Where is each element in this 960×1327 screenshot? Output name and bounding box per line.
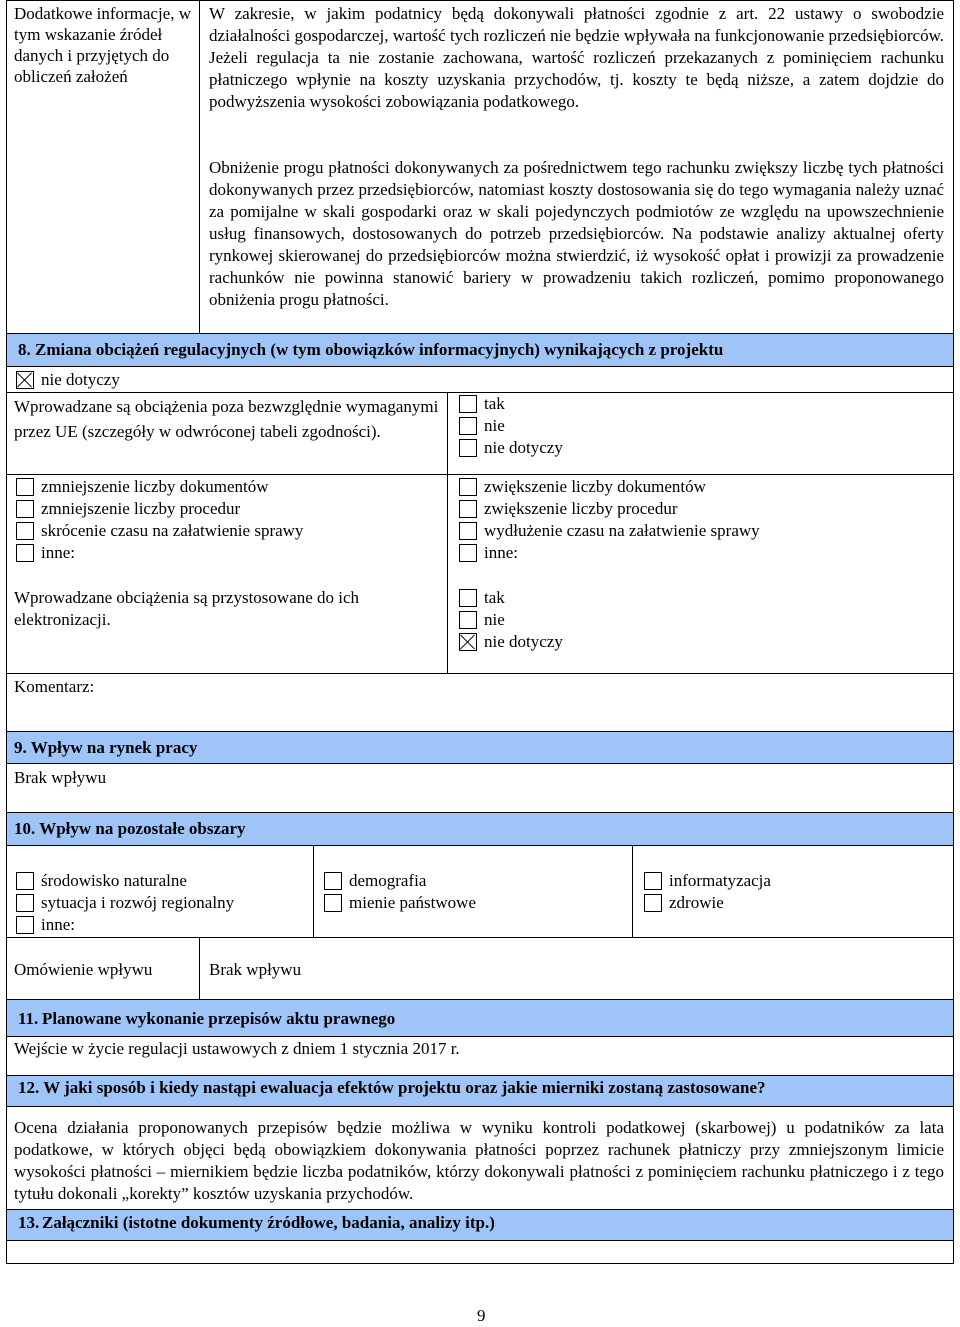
regional-checkbox[interactable] bbox=[16, 894, 34, 912]
q2-nie-dotyczy-checkbox[interactable] bbox=[459, 633, 477, 651]
section-11-title: Planowane wykonanie przepisów aktu prawnego bbox=[42, 1009, 396, 1028]
section-11-number: 11. bbox=[18, 1009, 39, 1028]
q1-text: Wprowadzane są obciążenia poza bezwzględnie wymaganymi przez UE (szczegóły w odwróconej tabeli zgodności). bbox=[14, 397, 439, 441]
right-opt-1-label: zwiększenie liczby dokumentów bbox=[484, 477, 706, 496]
section-10-impact-divider bbox=[199, 937, 200, 1000]
section-11-text: Wejście w życie regulacji ustawowych z dniem 1 stycznia 2017 r. bbox=[14, 1039, 460, 1058]
left-opt-3-label: skrócenie czasu na załatwienie sprawy bbox=[41, 521, 304, 540]
right-opt-3-label: wydłużenie czasu na załatwienie sprawy bbox=[484, 521, 760, 540]
demography-label: demografia bbox=[349, 871, 427, 890]
q2-text: Wprowadzane obciążenia są przystosowane do ich elektronizacji. bbox=[14, 588, 360, 629]
section-10-title: 10. Wpływ na pozostałe obszary bbox=[14, 819, 246, 838]
section-12-text: Ocena działania proponowanych przepisów będzie możliwa w wyniku kontroli podatkowej (skarbowej) u podatników za lata podatkowe, w których objęci będą obowiązkiem dokonywania płatności poprzez rachunek płatniczy przy zmniejszonym limicie wysokości płatności – miernikiem będzie liczba podatników, którzy dokonywali płatności z pominięciem rachunku płatniczego i z tego tytułu dokonali „korekty” kosztów uzyskania przychodów. bbox=[14, 1118, 944, 1203]
q2-tak-checkbox[interactable] bbox=[459, 589, 477, 607]
left-opt-1-label: zmniejszenie liczby dokumentów bbox=[41, 477, 269, 496]
q2-tak-label: tak bbox=[484, 588, 505, 607]
right-opt-3-checkbox[interactable] bbox=[459, 522, 477, 540]
right-opt-2-checkbox[interactable] bbox=[459, 500, 477, 518]
section-9-title: 9. Wpływ na rynek pracy bbox=[14, 738, 198, 757]
not-applicable-label: nie dotyczy bbox=[41, 370, 120, 389]
not-applicable-checkbox[interactable] bbox=[16, 371, 34, 389]
section-13-body bbox=[6, 1240, 954, 1264]
state-property-checkbox[interactable] bbox=[324, 894, 342, 912]
env-checkbox[interactable] bbox=[16, 872, 34, 890]
q1-tak-label: tak bbox=[484, 394, 505, 413]
right-opt-2-label: zwiększenie liczby procedur bbox=[484, 499, 678, 518]
q2-nie-checkbox[interactable] bbox=[459, 611, 477, 629]
informatization-checkbox[interactable] bbox=[644, 872, 662, 890]
q1-nie-checkbox[interactable] bbox=[459, 417, 477, 435]
env-label: środowisko naturalne bbox=[41, 871, 187, 890]
left-opt-2-label: zmniejszenie liczby procedur bbox=[41, 499, 241, 518]
q2-nie-dotyczy-label: nie dotyczy bbox=[484, 632, 563, 651]
q2-nie-label: nie bbox=[484, 610, 505, 629]
section-9-body bbox=[6, 763, 954, 813]
section-13-title: Załączniki (istotne dokumenty źródłowe, badania, analizy itp.) bbox=[42, 1213, 495, 1232]
left-opt-1-checkbox[interactable] bbox=[16, 478, 34, 496]
left-opt-3-checkbox[interactable] bbox=[16, 522, 34, 540]
section-8-row-line-1 bbox=[6, 474, 954, 475]
section-8-row-line-2 bbox=[6, 673, 954, 674]
right-opt-4-label: inne: bbox=[484, 543, 518, 562]
info-paragraph-1: W zakresie, w jakim podatnicy będą dokonywali płatności zgodnie z art. 22 ustawy o swobodzie działalności gospodarczej, wartość tych rozliczeń nie będzie wpływała na funkcjonowanie przedsiębiorców. Jeżeli regulacja ta nie zostanie zachowana, wartość rozliczeń przekazanych z pominięciem rachunku płatniczego wpłynie na koszty uzyskania przychodów, tj. koszty te będą niższe, a zatem dojdzie do podwyższenia wysokości zobowiązania podatkowego. bbox=[209, 4, 944, 111]
impact-label: Omówienie wpływu bbox=[14, 960, 153, 979]
state-property-label: mienie państwowe bbox=[349, 893, 476, 912]
q1-nie-label: nie bbox=[484, 416, 505, 435]
section-8-na-row bbox=[6, 366, 954, 393]
right-opt-1-checkbox[interactable] bbox=[459, 478, 477, 496]
q1-nie-dotyczy-label: nie dotyczy bbox=[484, 438, 563, 457]
left-opt-4-label: inne: bbox=[41, 543, 75, 562]
left-opt-4-checkbox[interactable] bbox=[16, 544, 34, 562]
section-12-title: 12. W jaki sposób i kiedy nastąpi ewaluacja efektów projektu oraz jakie mierniki zostaną zastosowane? bbox=[18, 1078, 766, 1097]
right-opt-4-checkbox[interactable] bbox=[459, 544, 477, 562]
section-13-number: 13. bbox=[18, 1213, 40, 1232]
health-label: zdrowie bbox=[669, 893, 724, 912]
demography-checkbox[interactable] bbox=[324, 872, 342, 890]
regional-label: sytuacja i rozwój regionalny bbox=[41, 893, 235, 912]
page-number: 9 bbox=[477, 1306, 486, 1325]
other-area-label: inne: bbox=[41, 915, 75, 934]
q1-tak-checkbox[interactable] bbox=[459, 395, 477, 413]
section-8-title: 8. Zmiana obciążeń regulacyjnych (w tym obowiązków informacyjnych) wynikających z projektu bbox=[18, 340, 724, 359]
info-paragraph-2: Obniżenie progu płatności dokonywanych za pośrednictwem tego rachunku zwiększy liczbę tych płatności dokonywanych przez przedsiębiorców, natomiast koszty dostosowania się do tego wymagania należy uznać za pomijalne w skali gospodarki oraz w skali pojedynczych podmiotów ze względu na upowszechnienie usług finansowych, dostosowanych do potrzeb przedsiębiorców. Na podstawie analizy aktualnej oferty rynkowej skierowanej do przedsiębiorców można stwierdzić, iż wysokość opłat i prowizji za prowadzenie rachunków nie powinna stanowić bariery w prowadzeniu takich rozliczeń, pomimo proponowanego obniżenia progu płatności. bbox=[209, 158, 944, 309]
section-10-divider-2 bbox=[632, 845, 633, 937]
section-9-text: Brak wpływu bbox=[14, 768, 107, 787]
other-area-checkbox[interactable] bbox=[16, 916, 34, 934]
comment-label: Komentarz: bbox=[14, 677, 95, 696]
info-left-label: Dodatkowe informacje, w tym wskazanie źródeł danych i przyjętych do obliczeń założeń bbox=[14, 4, 192, 86]
section-10-row-line bbox=[6, 937, 954, 938]
q1-nie-dotyczy-checkbox[interactable] bbox=[459, 439, 477, 457]
left-opt-2-checkbox[interactable] bbox=[16, 500, 34, 518]
informatization-label: informatyzacja bbox=[669, 871, 771, 890]
health-checkbox[interactable] bbox=[644, 894, 662, 912]
info-divider bbox=[199, 0, 200, 334]
section-8-divider bbox=[447, 392, 448, 674]
section-10-divider-1 bbox=[313, 845, 314, 937]
impact-value: Brak wpływu bbox=[209, 960, 302, 979]
